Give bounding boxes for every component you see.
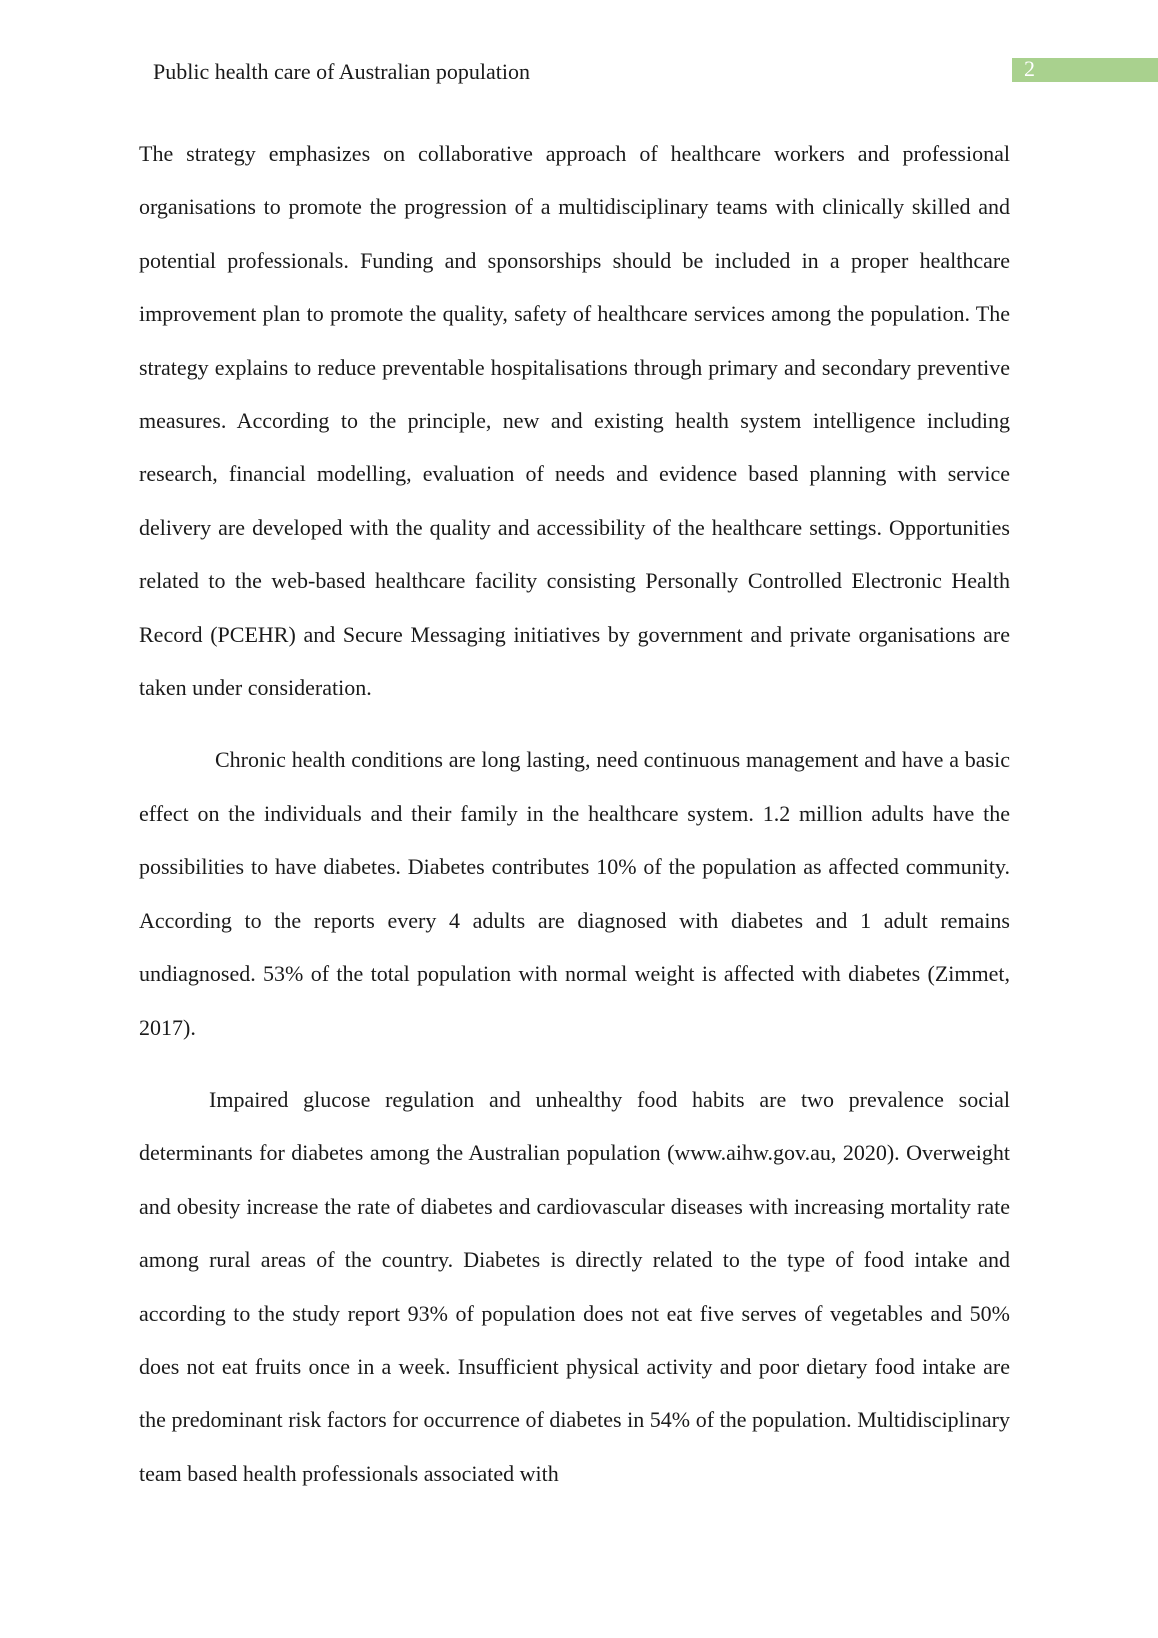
paragraph-strategy: The strategy emphasizes on collaborative approach of healthcare workers and professional organisations to promote the progression of a multidisciplinary teams with clinically skilled and potential professionals. Funding and sponsorships should be included in a proper healthcare improvement plan to promote the quality, safety of healthcare services among the population. The strategy explains to reduce preventable hospitalisations through primary and secondary preventive measures. According to the principle, new and existing health system intelligence including research, financial modelling, evaluation of needs and evidence based planning with service delivery are developed with the quality and accessibility of the healthcare settings. Opportunities related to the web-based healthcare facility consisting Personally Controlled Electronic Health Record (PCEHR) and Secure Messaging initiatives by government and private organisations are taken under consideration. xyxy=(139,141,1010,701)
page-number: 2 xyxy=(1024,56,1035,81)
paragraph-chronic-conditions: Chronic health conditions are long lasting, need continuous management and have a basic effect on the individuals and their family in the healthcare system. 1.2 million adults have the possibilities to have diabetes. Diabetes contributes 10% of the population as affected community. According to the reports every 4 adults are diagnosed with diabetes and 1 adult remains undiagnosed. 53% of the total population with normal weight is affected with diabetes (Zimmet, 2017). xyxy=(139,747,1010,1040)
running-header-title: Public health care of Australian population xyxy=(153,59,530,84)
document-body xyxy=(139,127,1010,1500)
paragraph-glucose-regulation: Impaired glucose regulation and unhealthy food habits are two prevalence social determinants for diabetes among the Australian population (www.aihw.gov.au, 2020). Overweight and obesity increase the rate of diabetes and cardiovascular diseases with increasing mortality rate among rural areas of the country. Diabetes is directly related to the type of food intake and according to the study report 93% of population does not eat five serves of vegetables and 50% does not eat fruits once in a week. Insufficient physical activity and poor dietary food intake are the predominant risk factors for occurrence of diabetes in 54% of the population. Multidisciplinary team based health professionals associated with xyxy=(139,1086,1010,1486)
